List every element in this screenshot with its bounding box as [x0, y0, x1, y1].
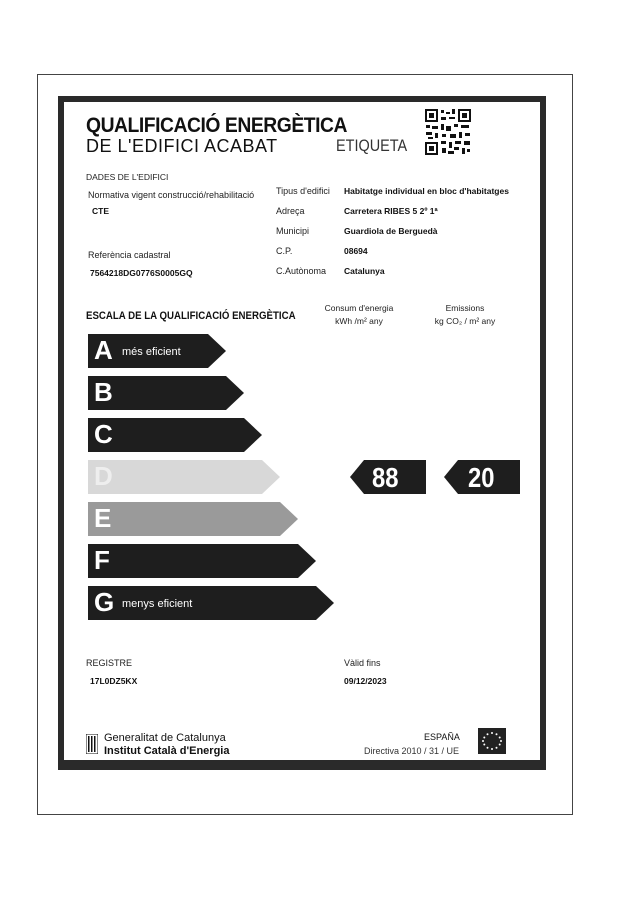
band-g-desc: menys eficient — [122, 598, 193, 610]
band-e-letter: E — [94, 503, 112, 533]
band-e-arrow-icon — [88, 502, 302, 536]
emissions-rating — [444, 460, 520, 494]
referencia-label: Referència cadastral — [88, 250, 171, 260]
energy-label — [58, 96, 546, 770]
band-c-letter: C — [94, 419, 113, 449]
energy-label-body — [64, 102, 540, 760]
directive-text: Directiva 2010 / 31 / UE — [364, 746, 460, 756]
band-d-letter: D — [94, 461, 113, 491]
band-a-desc: més eficient — [122, 346, 181, 358]
autonoma-label: C.Autònoma — [276, 266, 327, 276]
consum-header — [314, 302, 404, 328]
valid-label: Vàlid fins — [344, 658, 381, 668]
band-d-arrow-icon — [88, 460, 284, 494]
cp-value: 08694 — [344, 246, 368, 256]
tipus-label: Tipus d'edifici — [276, 186, 330, 196]
autonoma-value: Catalunya — [344, 266, 385, 276]
consum-header-line1: Consum d'energia — [324, 303, 394, 313]
consum-rating — [350, 460, 426, 494]
band-g-letter: G — [94, 587, 115, 617]
etiqueta-text: ETIQUETA — [336, 136, 408, 155]
band-c-arrow-icon — [88, 418, 266, 452]
registre-value: 17L0DZ5KX — [90, 676, 138, 686]
adreca-value: Carretera RIBES 5 2º 1ª — [344, 206, 438, 216]
generalitat-text: Generalitat de Catalunya — [104, 732, 226, 744]
normativa-value: CTE — [92, 206, 109, 216]
institut-text: Institut Català d'Energia — [104, 745, 230, 757]
label-title: QUALIFICACIÓ ENERGÈTICA — [86, 114, 347, 137]
generalitat-logo-icon — [86, 734, 98, 754]
band-f-arrow-icon — [88, 544, 320, 578]
band-f-letter: F — [94, 545, 110, 575]
section-label: DADES DE L'EDIFICI — [86, 172, 169, 182]
emissions-header — [420, 302, 510, 328]
normativa-label: Normativa vigent construcció/rehabilitació — [88, 190, 255, 200]
consum-header-line2: kWh /m² any — [335, 316, 383, 326]
referencia-value: 7564218DG0776S0005GQ — [90, 268, 193, 278]
municipi-value: Guardiola de Berguedà — [344, 226, 438, 236]
emissions-value: 20 — [468, 462, 495, 493]
consum-value: 88 — [372, 462, 399, 493]
registre-label: REGISTRE — [86, 658, 133, 668]
band-b-letter: B — [94, 377, 113, 407]
tipus-value: Habitatge individual en bloc d'habitatges — [344, 186, 509, 196]
band-a-letter: A — [94, 335, 113, 365]
qr-code-icon — [424, 108, 472, 156]
eu-flag-icon — [478, 728, 506, 754]
valid-value: 09/12/2023 — [344, 676, 387, 686]
label-subtitle: DE L'EDIFICI ACABAT — [86, 136, 278, 156]
scale-title: ESCALA DE LA QUALIFICACIÓ ENERGÈTICA — [86, 310, 296, 322]
country-text: ESPAÑA — [424, 732, 460, 742]
cp-label: C.P. — [276, 246, 293, 256]
adreca-label: Adreça — [276, 206, 305, 216]
municipi-label: Municipi — [276, 226, 310, 236]
emissions-header-line1: Emissions — [445, 303, 485, 313]
emissions-header-line2: kg CO₂ / m² any — [434, 316, 496, 326]
